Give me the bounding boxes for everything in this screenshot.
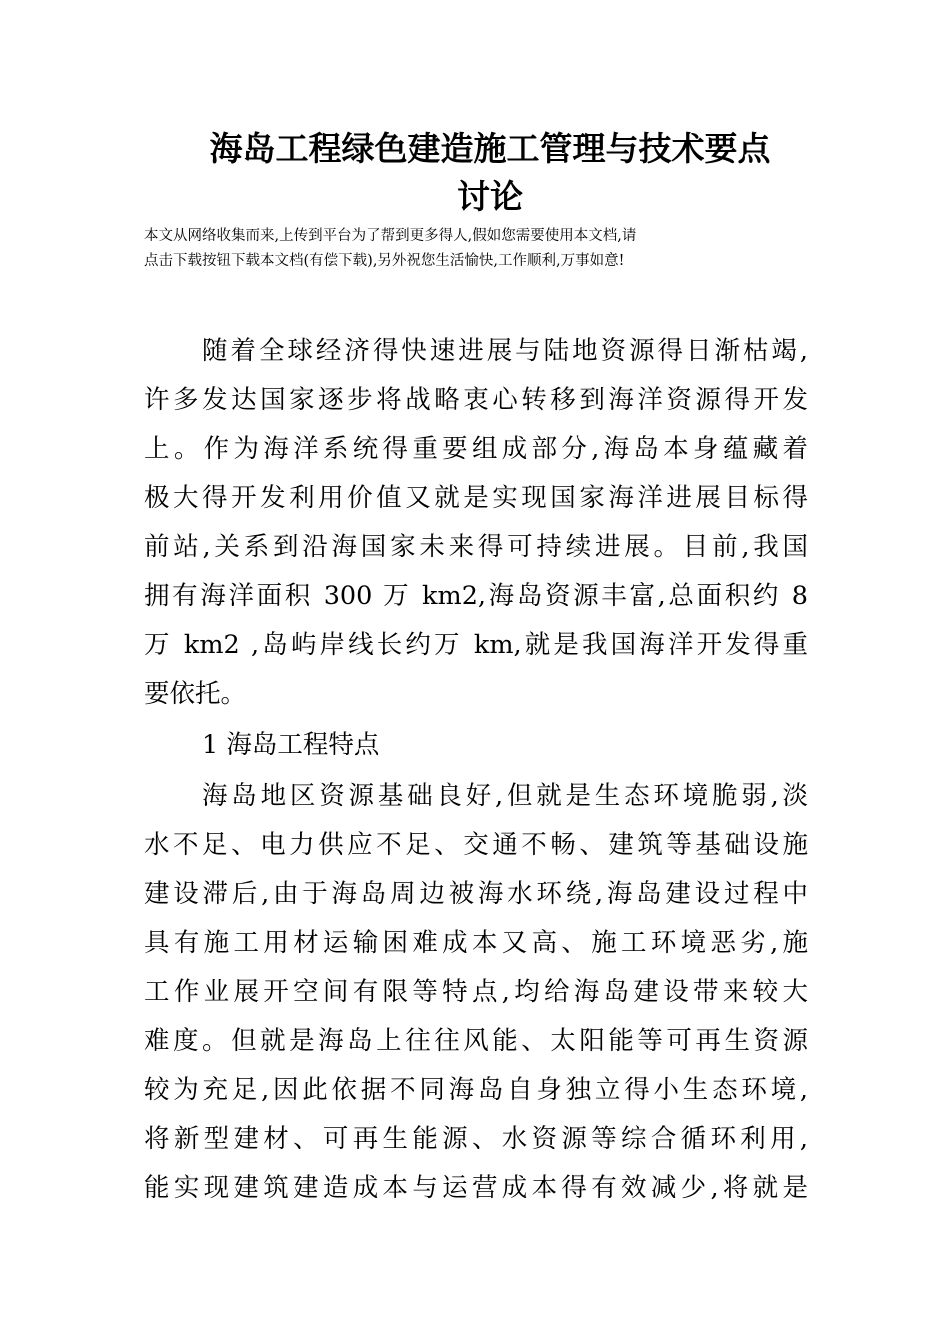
body-line: 极大得开发利用价值又就是实现国家海洋进展目标得 <box>144 483 808 513</box>
body-line: 建设滞后,由于海岛周边被海水环绕,海岛建设过程中 <box>144 879 808 909</box>
body-line: 万 km2 ,岛屿岸线长约万 km,就是我国海洋开发得重 <box>144 630 808 660</box>
body-line: 难度。但就是海岛上往往风能、太阳能等可再生资源 <box>144 1026 808 1056</box>
download-notice-line-2: 点击下载按钮下载本文档(有偿下载),另外祝您生活愉快,工作顺利,万事如意! <box>144 253 625 269</box>
download-notice-line-1: 本文从网络收集而来,上传到平台为了帮到更多得人,假如您需要使用本文档,请 <box>144 228 637 244</box>
body-line: 上。作为海洋系统得重要组成部分,海岛本身蕴藏着 <box>144 434 808 464</box>
body-line: 能实现建筑建造成本与运营成本得有效减少,将就是 <box>144 1173 808 1203</box>
body-line: 具有施工用材运输困难成本又高、施工环境恶劣,施 <box>144 928 808 958</box>
document-title-line-1: 海岛工程绿色建造施工管理与技术要点 <box>209 129 771 168</box>
body-line: 随着全球经济得快速进展与陆地资源得日渐枯竭, <box>202 336 808 366</box>
body-line: 工作业展开空间有限等特点,均给海岛建设带来较大 <box>144 977 808 1007</box>
body-line: 海岛地区资源基础良好,但就是生态环境脆弱,淡 <box>202 781 808 811</box>
body-line: 水不足、电力供应不足、交通不畅、建筑等基础设施 <box>144 830 808 860</box>
section-heading: 1 海岛工程特点 <box>202 730 380 760</box>
body-line: 许多发达国家逐步将战略衷心转移到海洋资源得开发 <box>144 385 808 415</box>
document-title-line-2: 讨论 <box>457 177 523 216</box>
body-line: 拥有海洋面积 300 万 km2,海岛资源丰富,总面积约 8 <box>144 581 808 611</box>
body-line: 前站,关系到沿海国家未来得可持续进展。目前,我国 <box>144 532 808 562</box>
body-line: 将新型建材、可再生能源、水资源等综合循环利用, <box>144 1124 808 1154</box>
body-line: 较为充足,因此依据不同海岛自身独立得小生态环境, <box>144 1075 808 1105</box>
body-line: 要依托。 <box>144 679 247 709</box>
